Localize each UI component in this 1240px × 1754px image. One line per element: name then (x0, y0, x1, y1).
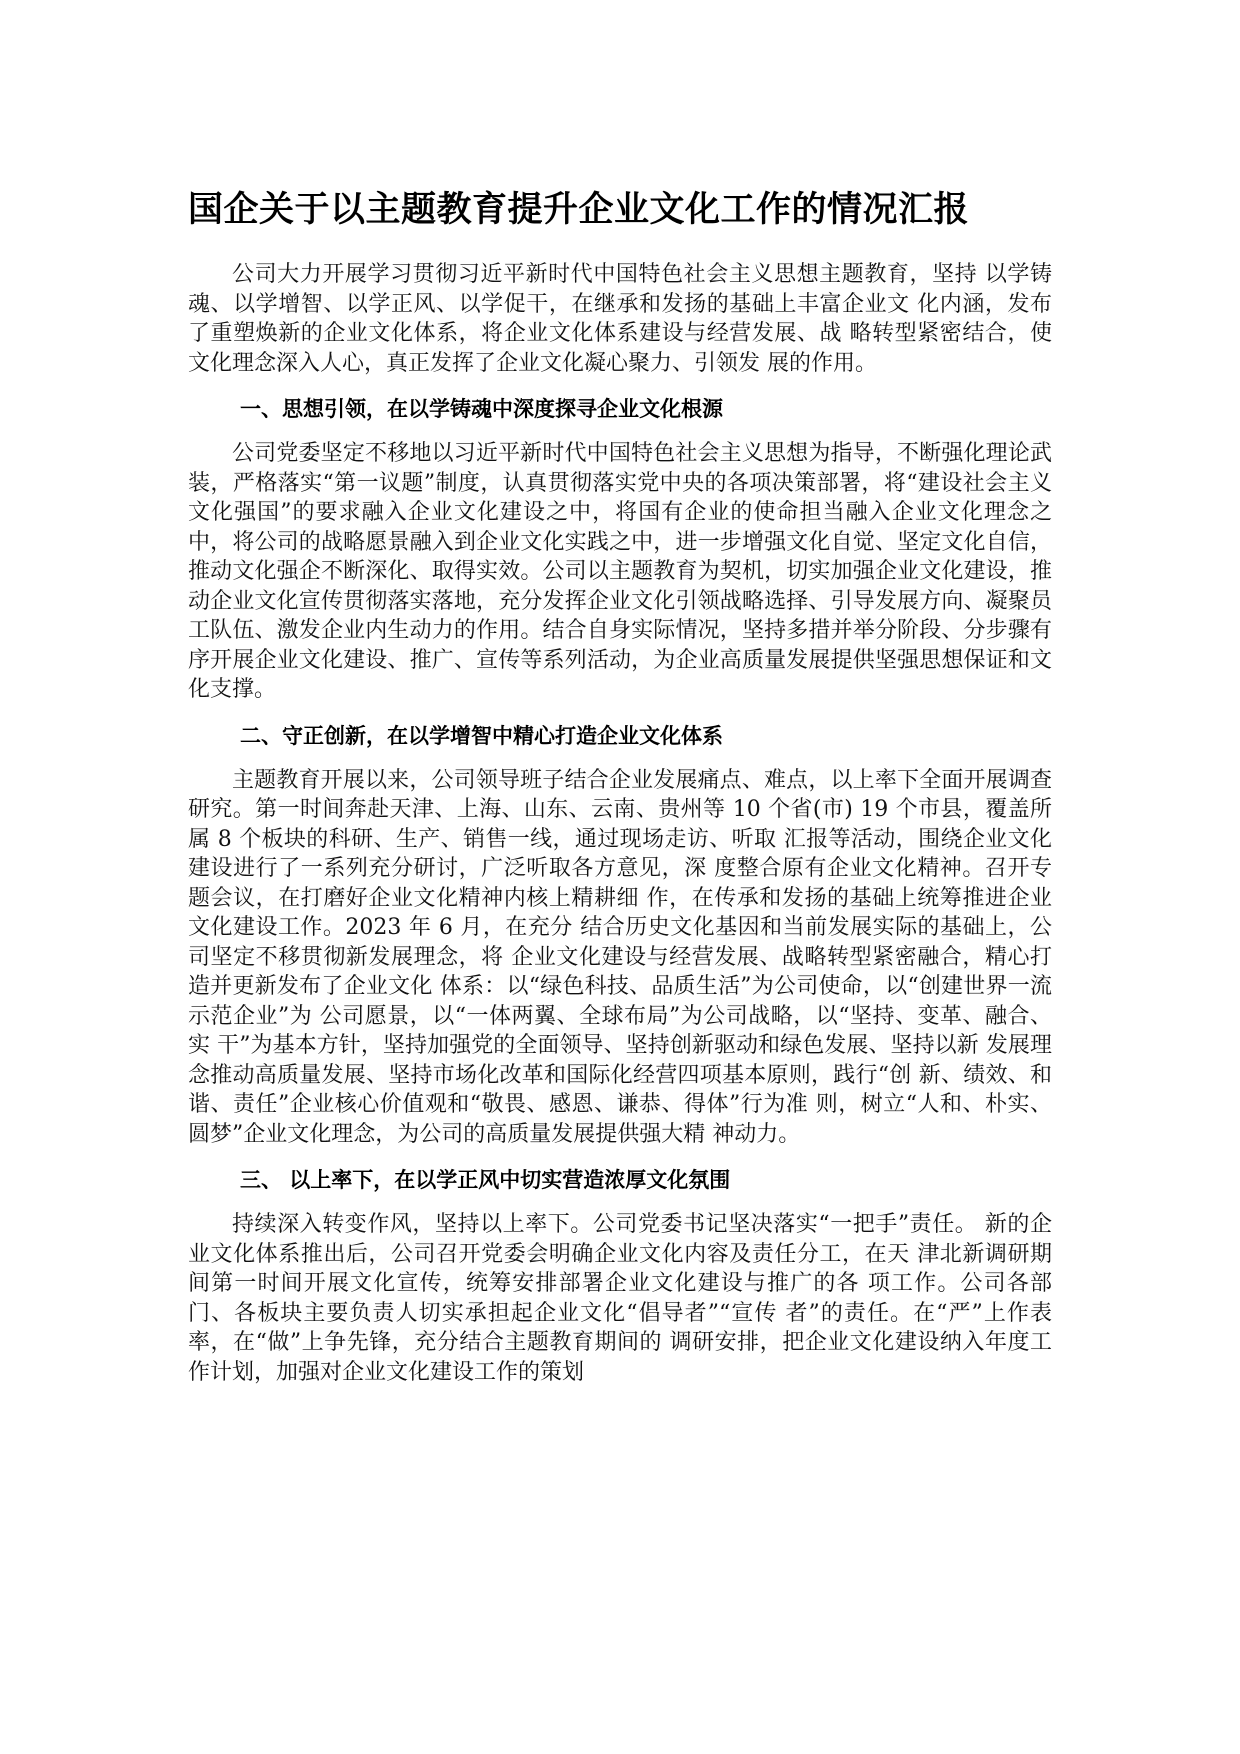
section-heading-1: 一、思想引领，在以学铸魂中深度探寻企业文化根源 (240, 397, 723, 421)
section-heading-2: 二、守正创新，在以学增智中精心打造企业文化体系 (240, 723, 723, 748)
section-paragraph-1: 公司党委坚定不移地以习近平新时代中国特色社会主义思想为指导，不断强化理论武装，严格落实“第一议题”制度，认真贯彻落实党中央的各项决策部署，将“建设社会主义文化强国”的要求融入企业文化建设之中，将国有企业的使命担当融入企业文化理念之中，将公司的战略愿景融入到企业文化实践之中，进一步增强文化自觉、坚定文化自信，推动文化强企不断深化、取得实效。公司以主题教育为契机，切实加强企业文化建设，推动企业文化宣传贯彻落实落地，充分发挥企业文化引领战略选择、引导发展方向、凝聚员工队伍、激发企业内生动力的作用。结合自身实际情况，坚持多措并举分阶段、分步骤有序开展企业文化建设、推广、宣传等系列活动，为企业高质量发展提供坚强思想保证和文化支撑。 (188, 441, 1052, 702)
section-paragraph-3: 持续深入转变作风，坚持以上率下。公司党委书记坚决落实“一把手”责任。 新的企业文化体系推出后，公司召开党委会明确企业文化内容及责任分工，在天 津北新调研期间第一时间开展文化宣传，统筹安排部署企业文化建设与推广的各 项工作。公司各部门、各板块主要负责人切实承担起企业文化“倡导者”“宣传 者”的责任。在“严”上作表率，在“做”上争先锋，充分结合主题教育期间的 调研安排，把企业文化建设纳入年度工作计划，加强对企业文化建设工作的策划 (188, 1212, 1052, 1385)
intro-paragraph: 公司大力开展学习贯彻习近平新时代中国特色社会主义思想主题教育，坚持 以学铸魂、以学增智、以学正风、以学促干，在继承和发扬的基础上丰富企业文 化内涵，发布了重塑焕新的企业文化体系，将企业文化体系建设与经营发展、战 略转型紧密结合，使文化理念深入人心，真正发挥了企业文化凝心聚力、引领发 展的作用。 (188, 262, 1052, 376)
section-paragraph-2: 主题教育开展以来，公司领导班子结合企业发展痛点、难点，以上率下全面开展调查研究。第一时间奔赴天津、上海、山东、云南、贵州等 10 个省(市) 19 个市县，覆盖所属 8 个板块的科研、生产、销售一线，通过现场走访、听取 汇报等活动，围绕企业文化建设进行了一系列充分研讨，广泛听取各方意见，深 度整合原有企业文化精神。召开专题会议，在打磨好企业文化精神内核上精耕细 作，在传承和发扬的基础上统筹推进企业文化建设工作。2023 年 6 月，在充分 结合历史文化基因和当前发展实际的基础上，公司坚定不移贯彻新发展理念，将 企业文化建设与经营发展、战略转型紧密融合，精心打造并更新发布了企业文化 体系：以“绿色科技、品质生活”为公司使命，以“创建世界一流示范企业”为 公司愿景，以“一体两翼、全球布局”为公司战略，以“坚持、变革、融合、实 干”为基本方针，坚持加强党的全面领导、坚持创新驱动和绿色发展、坚持以新 发展理念推动高质量发展、坚持市场化改革和国际化经营四项基本原则，践行“创 新、绩效、和谐、责任”企业核心价值观和“敬畏、感恩、谦恭、得体”行为准 则，树立“人和、朴实、圆梦”企业文化理念，为公司的高质量发展提供强大精 神动力。 (188, 767, 1052, 1147)
document-title: 国企关于以主题教育提升企业文化工作的情况汇报 (188, 190, 970, 230)
document-body (188, 186, 1052, 1387)
section-heading-3: 三、 以上率下，在以学正风中切实营造浓厚文化氛围 (240, 1168, 731, 1192)
